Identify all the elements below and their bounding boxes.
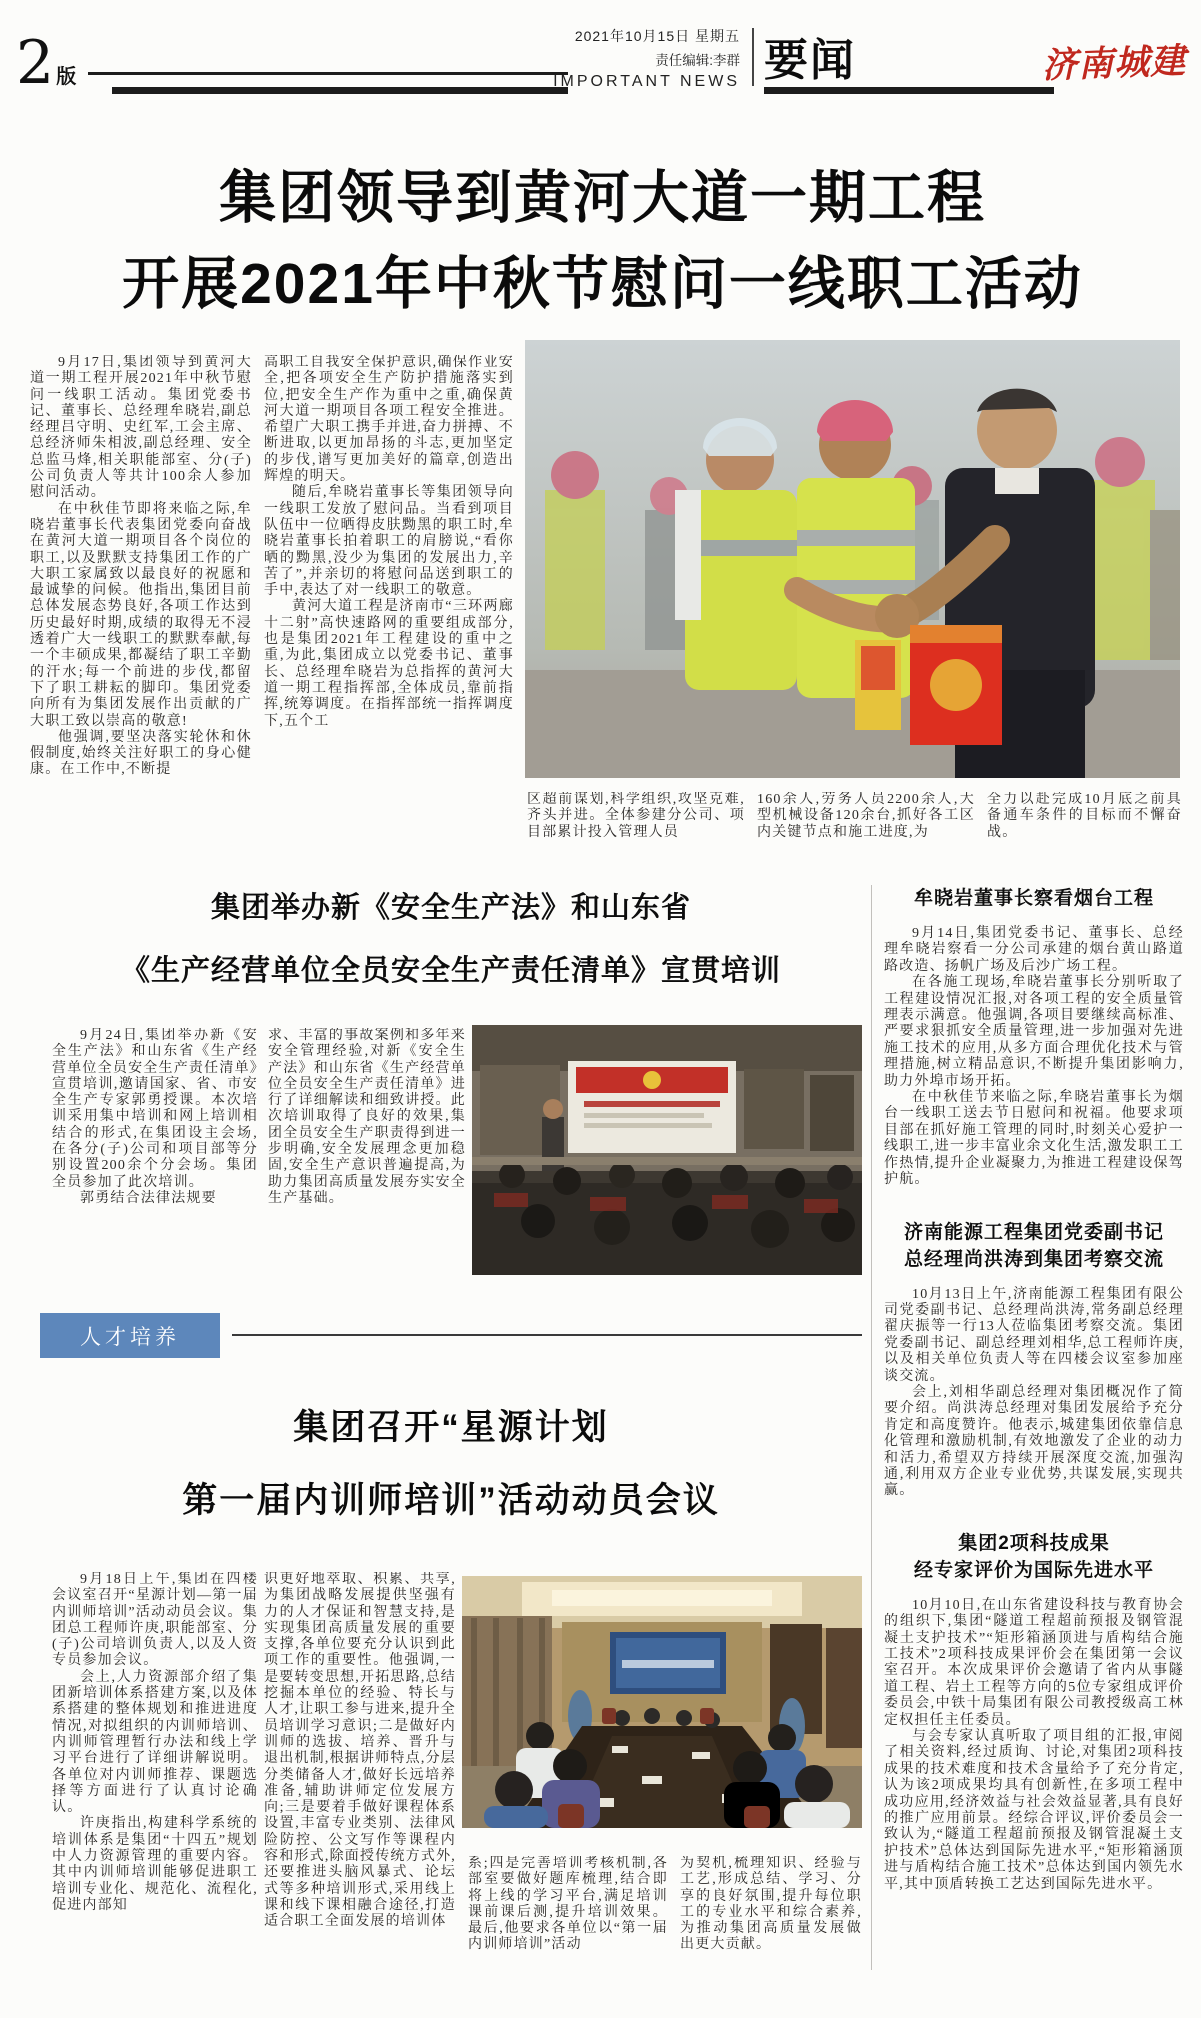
paragraph: 10月13日上午,济南能源工程集团有限公司党委副书记、总经理尚洪涛,常务副总经理翟庆振等一行13人莅临集团考察交流。集团党委副书记、副总经理刘相华,总工程师许庚,以及相关单位负责人等在四楼会议室参加座谈交流。 bbox=[884, 1286, 1184, 1384]
anquan-headline-line2: 《生产经营单位全员安全生产责任清单》宣贯培训 bbox=[120, 955, 781, 987]
classroom-photo-graphic bbox=[472, 1025, 862, 1275]
xingyuan-column-4 bbox=[680, 1856, 862, 1986]
paragraph: 识更好地萃取、积累、共享,为集团战略发展提供坚强有力的人才保证和智慧支持,是实现集团高质量发展的重要支撑,各单位要充分认识到此项工作的重要性。他强调,一是要转变思想,开拓思路,总结挖掘本单位的经验、特长与人才,让职工参与进来,提升全员培训学习意识;二是做好内训师的选拔、培养、晋升与退出机制,根据讲师特点,分层分类储备人才,做好长远培养准备,辅助讲师定位发展方向;三是要着手做好课程体系设置,丰富专业类别、法律风险防控、公文写作等课程内容和形式,除面授传统方式外,还要推进头脑风暴式、论坛式等多种培训形式,采用线上课和线下课相融合途径,打造适合职工全面发展的培训体 bbox=[264, 1572, 456, 1930]
sidebar-article3-title bbox=[884, 1530, 1184, 1584]
paragraph: 在中秋佳节即将来临之际,牟晓岩董事长代表集团党委向奋战在黄河大道一期项目各个岗位的职工,以及默默支持集团工作的广大职工家属致以最良好的祝愿和最诚挚的问候。他指出,集团目前总体发展态势良好,各项工作达到历史最好时期,成绩的取得无不浸透着广大一线职工的默默奉献,每一个丰硕成果,都凝结了职工辛勤的汗水;每一个前进的步伐,都留下了职工耕耘的脚印。集团党委向所有为集团发展作出贡献的广大职工致以崇高的敬意! bbox=[30, 501, 252, 729]
sidebar-article1-body bbox=[884, 926, 1184, 1189]
header-rule-thick-right bbox=[764, 87, 1054, 94]
page-number-value: 2 bbox=[16, 28, 55, 98]
anquan-column-1 bbox=[52, 1028, 258, 1286]
meeting-photo-graphic bbox=[462, 1576, 862, 1828]
section-name-en: IMPORTANT NEWS bbox=[553, 73, 740, 90]
paragraph: 郭勇结合法律法规要 bbox=[80, 1190, 217, 1206]
xingyuan-headline-line2: 第一届内训师培训”活动动员会议 bbox=[182, 1481, 720, 1520]
huanghe-headline-line1: 集团领导到黄河大道一期工程 bbox=[219, 166, 986, 230]
anquan-column-2 bbox=[268, 1028, 466, 1286]
sidebar-article3-title-line1: 集团2项科技成果 bbox=[958, 1532, 1110, 1554]
sidebar-article1-title: 牟晓岩董事长察看烟台工程 bbox=[913, 888, 1154, 909]
masthead-logo: 济南城建 bbox=[1041, 40, 1187, 87]
talent-badge-label: 人才培养 bbox=[80, 1325, 180, 1349]
huanghe-column-1 bbox=[30, 355, 252, 839]
anquan-headline-line1: 集团举办新《安全生产法》和山东省 bbox=[210, 892, 691, 924]
talent-section-badge bbox=[40, 1313, 220, 1358]
worksite-handshake-photo bbox=[525, 340, 1180, 778]
paragraph: 系;四是完善培训考核机制,各部室要做好题库梳理,结合即将上线的学习平台,满足培训课前课后测,提升培训效果。最后,他要求各单位以“第一届内训师培训”活动 bbox=[468, 1856, 668, 1953]
paragraph: 与会专家认真听取了项目组的汇报,审阅了相关资料,经过质询、讨论,对集团2项科技成果的技术难度和技术含量给予了充分肯定,认为该2项成果均具有创新性,在多项工程中成功应用,经济效益与社会效益显著,具有良好的推广应用前景。经综合评议,评价委员会一致认为,“隧道工程超前预报及钢管混凝土支护技术”总体达到国际先进水平,“矩形箱涵顶进与盾构结合施工技术”总体达到国内领先水平,其中顶盾转换工艺达到国际先进水平。 bbox=[884, 1729, 1184, 1892]
page-number-label: 版 bbox=[56, 64, 77, 88]
header-vertical-divider bbox=[752, 28, 754, 86]
paragraph: 为契机,梳理知识、经验与工艺,形成总结、学习、分享的良好氛围,提升每位职工的专业水平和综合素养,为推动集团高质量发展做出更大贡献。 bbox=[680, 1856, 862, 1953]
paragraph: 会上,人力资源部介绍了集团新培训体系搭建方案,以及体系搭建的整体规划和推进进度情况,对拟组织的内训师培训、内训师管理暂行办法和线上学习平台进行了详细讲解说明。各单位对内训师推荐、课题选择等方面进行了认真讨论确认。 bbox=[52, 1669, 258, 1816]
sidebar-article2-title-line2: 总经理尚洪涛到集团考察交流 bbox=[903, 1248, 1164, 1270]
training-classroom-photo bbox=[472, 1025, 862, 1275]
huanghe-column-2 bbox=[264, 355, 514, 839]
paragraph: 9月24日,集团举办新《安全生产法》和山东省《生产经营单位全员安全生产责任清单》宣贯培训,邀请国家、省、市安全生产专家郭勇授课。本次培训采用集中培训和网上培训相结合的形式,在集团设主会场,在各分(子)公司和项目部等分别设置200余个分会场。集团全员参加了此次培训。 bbox=[52, 1028, 258, 1190]
sidebar-article3-body bbox=[884, 1598, 1184, 1893]
huanghe-headline-line2: 开展2021年中秋节慰问一线职工活动 bbox=[122, 252, 1083, 316]
xingyuan-headline-line1: 集团召开“星源计划 bbox=[293, 1408, 609, 1447]
paragraph: 会上,刘相华副总经理对集团概况作了简要介绍。尚洪涛总经理对集团发展给予充分肯定和高度赞许。他表示,城建集团依靠信息化管理和激励机制,有效地激发了企业的动力和活力,希望双方持续开展深度交流,加强沟通,利用双方企业专业优势,共谋发展,实现共赢。 bbox=[884, 1384, 1184, 1499]
xingyuan-column-2 bbox=[264, 1572, 456, 2010]
section-name-cn: 要闻 bbox=[764, 36, 856, 85]
sidebar-article2-title-line1: 济南能源工程集团党委副书记 bbox=[903, 1221, 1164, 1243]
huanghe-column-3 bbox=[527, 792, 745, 844]
sidebar-article2-body bbox=[884, 1287, 1184, 1500]
paragraph: 在各施工现场,牟晓岩董事长分别听取了工程建设情况汇报,对各项工程的安全质量管理表示满意。他强调,各项目要继续高标准、严要求狠抓安全质量管理,进一步加强对先进施工技术的应用,从多方面合理优化技术与管理措施,树立精品意识,不断提升集团影响力,助力外埠市场开拓。 bbox=[884, 975, 1184, 1089]
paragraph: 他强调,要坚决落实轮休和休假制度,始终关注好职工的身心健康。在工作中,不断提 bbox=[30, 729, 252, 778]
paragraph: 许庚指出,构建科学系统的培训体系是集团“十四五”规划中人力资源管理的重要内容。其中内训师培训能够促进职工培训专业化、规范化、流程化,促进内部知 bbox=[52, 1816, 258, 1913]
meeting-room-photo bbox=[462, 1576, 862, 1828]
sidebar-divider bbox=[871, 885, 872, 1970]
sidebar-article3-title-line2: 经专家评价为国际先进水平 bbox=[913, 1559, 1154, 1581]
paragraph: 随后,牟晓岩董事长等集团领导向一线职工发放了慰问品。当看到项目队伍中一位晒得皮肤黝黑的职工时,牟晓岩董事长拍着职工的肩膀说,“看你晒的黝黑,没少为集团的发展出力,辛苦了”,并亲切的将慰问品送到职工的手中,表达了对一线职工的敬意。 bbox=[264, 485, 514, 599]
issue-info bbox=[430, 26, 740, 91]
huanghe-column-4 bbox=[757, 792, 975, 844]
paragraph: 9月18日上午,集团在四楼会议室召开“星源计划—第一届内训师培训”活动动员会议。集团总工程师许庚,职能部室、分(子)公司培训负责人,以及人资专员参加会议。 bbox=[52, 1572, 258, 1669]
worksite-photo-graphic bbox=[525, 340, 1180, 778]
paragraph: 黄河大道工程是济南市“三环两廊十二射”高快速路网的重要组成部分,也是集团2021年工程建设的重中之重,为此,集团成立以党委书记、董事长、总经理牟晓岩为总指挥的黄河大道一期工程指挥部,全体成员,靠前指挥,统筹调度。在指挥部统一指挥调度下,五个工 bbox=[264, 599, 514, 729]
paragraph: 9月17日,集团领导到黄河大道一期工程开展2021年中秋节慰问一线职工活动。集团党委书记、董事长、总经理牟晓岩,副总经理吕守明、史红军,工会主席、总经济师朱相波,副总经理、安全总监马烽,相关职能部室、分(子)公司负责人等共计100余人参加慰问活动。 bbox=[30, 355, 252, 501]
paragraph: 在中秋佳节来临之际,牟晓岩董事长为烟台一线职工送去节日慰问和祝福。他要求项目部在抓好施工管理的同时,时刻关心爱护一线职工,进一步丰富业余文化生活,激发职工工作热情,提升企业凝聚力,为推进工程建设保驾护航。 bbox=[884, 1090, 1184, 1188]
paragraph: 10月10日,在山东省建设科技与教育协会的组织下,集团“隧道工程超前预报及钢管混凝土支护技术”“矩形箱涵顶进与盾构结合施工技术”2项科技成果评价会在集团第一会议室召开。本次成果评价会邀请了省内从事隧道工程、岩土工程等方向的5位专家组成评价委员会,中铁十局集团有限公司教授级高工林定权担任主任委员。 bbox=[884, 1597, 1184, 1728]
paragraph: 160余人,劳务人员2200余人,大型机械设备120余台,抓好各工区内关键节点和施工进度,为 bbox=[757, 792, 975, 840]
xingyuan-column-3 bbox=[468, 1856, 668, 1986]
issue-editor: 责任编辑:李群 bbox=[655, 53, 740, 68]
page-number bbox=[16, 28, 76, 98]
sidebar-article2-title bbox=[884, 1219, 1184, 1273]
xingyuan-column-1 bbox=[52, 1572, 258, 2010]
huanghe-column-5 bbox=[987, 792, 1182, 844]
paragraph: 9月14日,集团党委书记、董事长、总经理牟晓岩察看一分公司承建的烟台黄山路道路改造、扬帆广场及后沙广场工程。 bbox=[884, 926, 1184, 974]
issue-date: 2021年10月15日 星期五 bbox=[574, 28, 740, 44]
paragraph: 高职工自我安全保护意识,确保作业安全,把各项安全生产防护措施落实到位,把安全生产作为重中之重,确保黄河大道一期项目各项工程安全推进。希望广大职工携手并进,奋力拼搏、不断进取,以更加昂扬的斗志,更加坚定的步伐,谱写更加美好的篇章,创造出辉煌的明天。 bbox=[264, 355, 514, 485]
paragraph: 区超前谋划,科学组织,攻坚克难,齐头并进。全体参建分公司、项目部累计投入管理人员 bbox=[527, 792, 745, 840]
paragraph: 求、丰富的事故案例和多年来安全管理经验,对新《安全生产法》和山东省《生产经营单位全员安全生产责任清单》进行了详细解读和细致讲授。此次培训取得了良好的效果,集团全员安全生产职责得到进一步明确,安全发展理念更加稳固,安全生产意识普遍提高,为助力集团高质量发展夯实安全生产基础。 bbox=[268, 1028, 466, 1206]
paragraph: 全力以赴完成10月底之前具备通车条件的目标而不懈奋战。 bbox=[987, 792, 1182, 840]
talent-section-rule bbox=[232, 1334, 862, 1336]
sidebar bbox=[884, 885, 1184, 1893]
